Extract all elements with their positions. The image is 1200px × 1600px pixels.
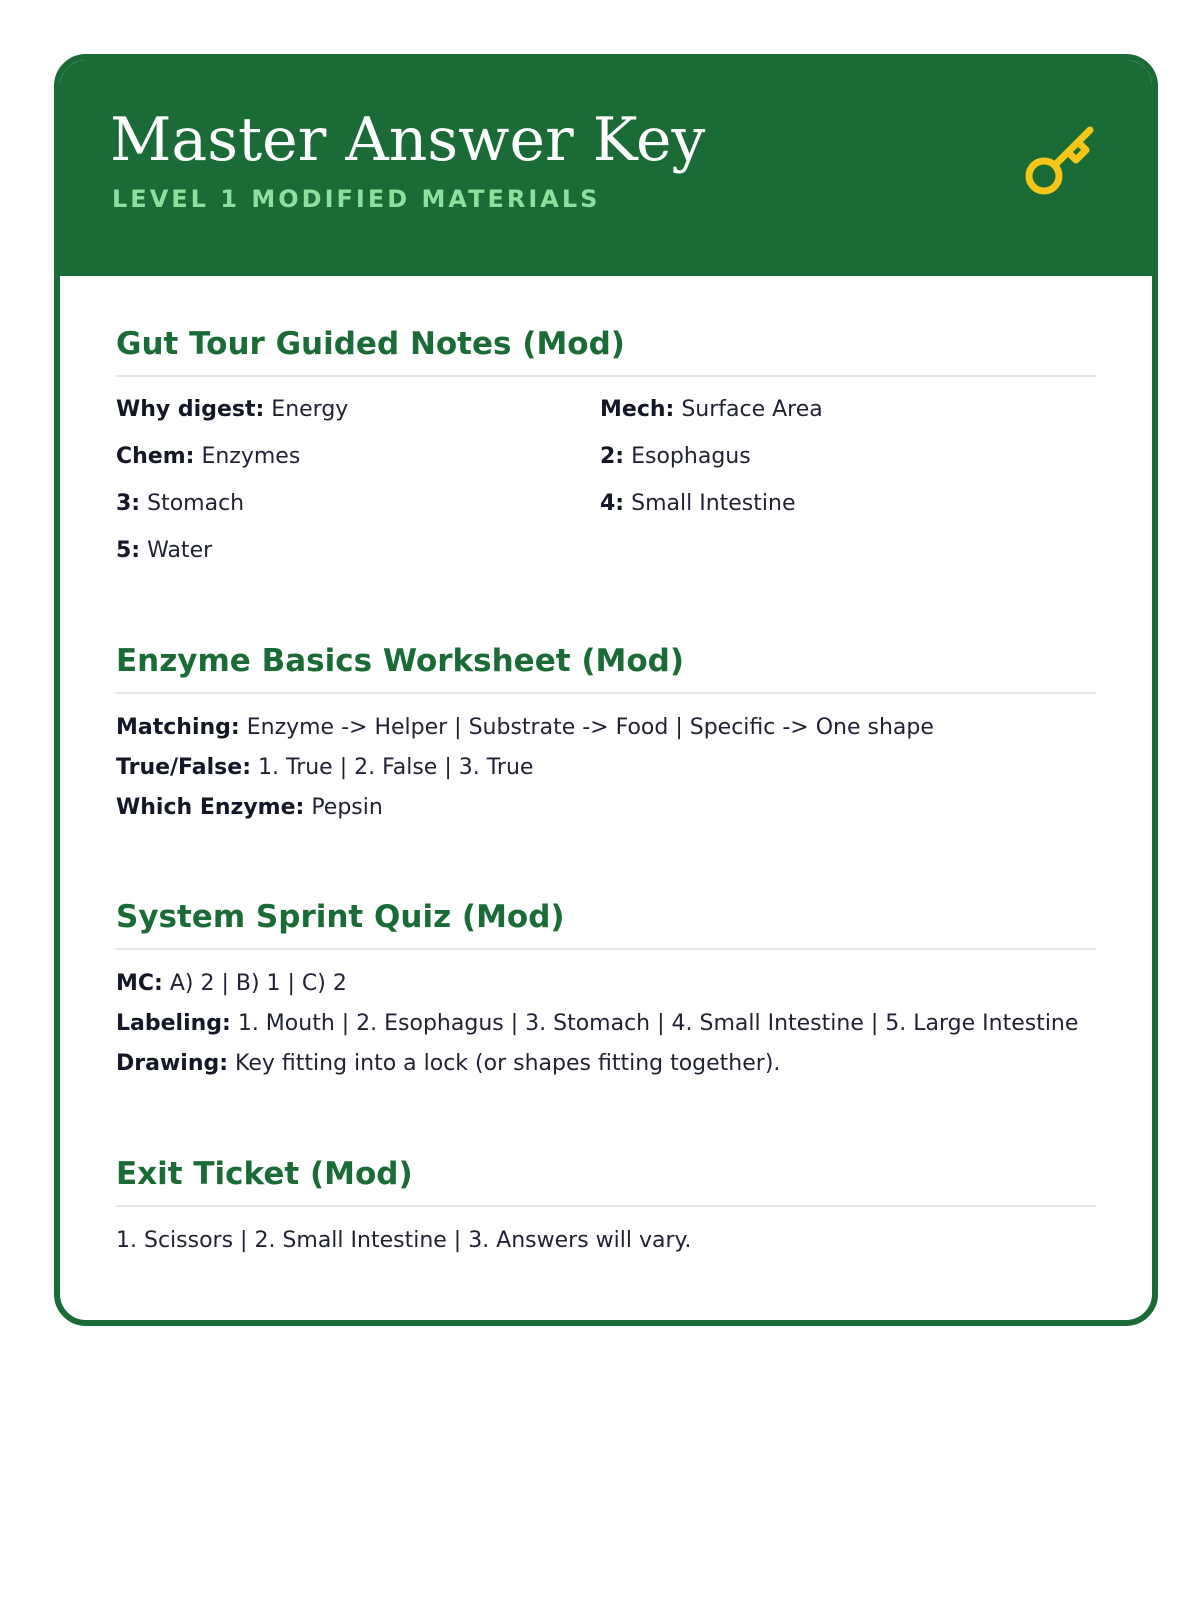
section-divider xyxy=(116,692,1096,694)
key-icon xyxy=(1024,124,1100,200)
note-item: 3: Stomach xyxy=(116,491,245,517)
exit-ticket-answers: 1. Scissors | 2. Small Intestine | 3. Answers will vary. xyxy=(116,1228,692,1254)
section-divider xyxy=(116,1205,1096,1207)
answer-line: Matching: Enzyme -> Helper | Substrate -> Food | Specific -> One shape xyxy=(116,715,934,741)
section-title: System Sprint Quiz (Mod) xyxy=(116,899,565,935)
note-item: 4: Small Intestine xyxy=(600,491,796,517)
answer-line: MC: A) 2 | B) 1 | C) 2 xyxy=(116,971,347,997)
section-exit-ticket xyxy=(116,1156,1096,1261)
answer-line: Which Enzyme: Pepsin xyxy=(116,795,383,821)
page-title: Master Answer Key xyxy=(110,105,706,175)
note-item: 5: Water xyxy=(116,538,213,564)
answer-lines xyxy=(116,708,1096,828)
header-banner xyxy=(60,60,1152,276)
note-item: Chem: Enzymes xyxy=(116,444,301,470)
note-item: 2: Esophagus xyxy=(600,444,751,470)
section-title: Exit Ticket (Mod) xyxy=(116,1156,413,1192)
note-item: Why digest: Energy xyxy=(116,397,349,423)
section-title: Enzyme Basics Worksheet (Mod) xyxy=(116,643,685,679)
section-sprint-quiz xyxy=(116,899,1096,1084)
answer-key-card xyxy=(54,54,1158,1326)
answer-line: Labeling: 1. Mouth | 2. Esophagus | 3. Stomach | 4. Small Intestine | 5. Large Intestine xyxy=(116,1011,1079,1037)
section-enzyme-worksheet xyxy=(116,643,1096,828)
answer-lines xyxy=(116,1221,1096,1261)
answer-line: True/False: 1. True | 2. False | 3. True xyxy=(116,755,534,781)
section-title: Gut Tour Guided Notes (Mod) xyxy=(116,326,625,362)
section-divider xyxy=(116,948,1096,950)
answer-line: Drawing: Key fitting into a lock (or shapes fitting together). xyxy=(116,1051,781,1077)
section-divider xyxy=(116,375,1096,377)
page-subtitle: LEVEL 1 MODIFIED MATERIALS xyxy=(112,185,601,213)
answer-lines xyxy=(116,964,1096,1084)
note-item: Mech: Surface Area xyxy=(600,397,823,423)
notes-grid xyxy=(116,397,1096,573)
section-guided-notes xyxy=(116,326,1096,573)
